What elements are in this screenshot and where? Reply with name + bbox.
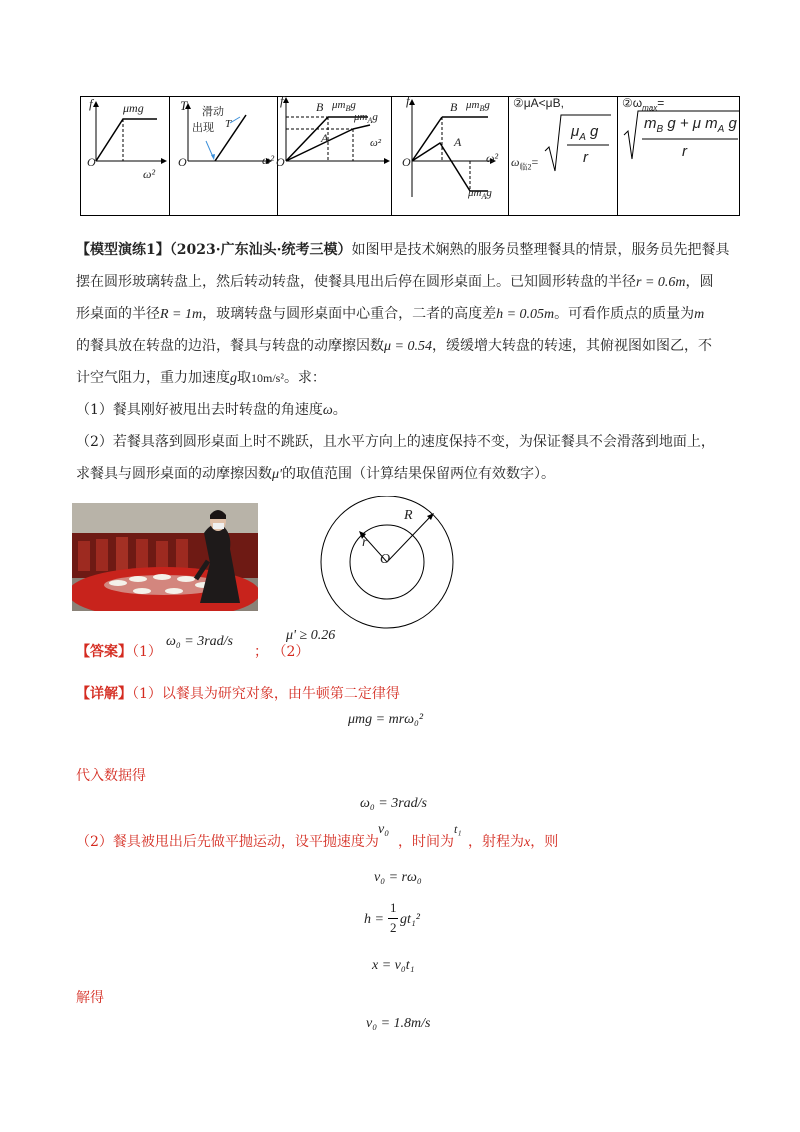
detail-step-3-mid: ，时间为 [398,834,454,850]
answer-1-value: ω₀ = 3rad/s [166,634,233,649]
problem-line-2: 摆在圆形玻璃转盘上，然后转动转盘，使餐具甩出后停在圆形桌面上。已知圆形转盘的半径r = 0.6m，圆 [76,274,714,290]
cell-max-omega [618,97,740,216]
axis-label-T: T [180,98,188,113]
problem-source: （2023·广东汕头·统考三模） [169,242,352,258]
omega-max-label: $②\omega_{max}=$ [622,96,665,113]
axis-label-omega2: ω² [486,151,499,165]
point-label-B: B [450,100,458,114]
sqrt-sign [543,113,613,173]
equation-range: x = v₀t₁ [372,958,415,973]
label-R: R [404,508,413,523]
axis-label-omega2: ω² [143,167,156,181]
detail-step-3-end: ，射程为x，则 [468,834,559,850]
equation-height: h = 1 2 gt₁² [364,900,420,935]
var-v0: v₀ [378,822,390,837]
cell-graph-opposite [392,93,509,216]
photo-illustration [72,503,258,611]
formula-denominator: r [682,143,687,160]
answer-line: 【答案】（1） [76,644,162,660]
label-T-curve: T [225,118,232,130]
var-t1: t₁ [454,822,462,836]
label-mu-mA-g: $\mu m_Ag$ [354,111,378,126]
detail-step-1: 【详解】（1）以餐具为研究对象，由牛顿第二定律得 [76,686,400,702]
label-slide: 滑动 [202,105,224,118]
cell-critical-omega [509,97,618,216]
problem-line-1: 【模型演练1】（2023·广东汕头·统考三模）如图甲是技术娴熟的服务员整理餐具的情景，服务员先把餐具 [76,242,730,258]
axis-label-omega2: ω² [262,153,275,167]
label-O: O [380,552,391,567]
point-label-B: B [316,100,324,114]
problem-tag: 【模型演练1】 [76,242,170,258]
question-1: （1）餐具刚好被甩出去时转盘的角速度ω。 [76,402,347,418]
answer-tag: 【答案】 [76,644,132,660]
answer-separator: ； （2） [254,644,310,660]
axis-label-f: f [89,96,93,111]
problem-line-5: 计空气阻力，重力加速度g取10m/s²。求： [76,370,326,386]
question-2-line-1: （2）若餐具落到圆形桌面上时不跳跃，且水平方向上的速度保持不变，为保证餐具不会滑落到地面上， [76,434,715,450]
point-label-A: A [454,135,462,149]
formula-denominator: r [583,149,588,166]
detail-step-4: 解得 [76,990,104,1006]
photo-waiter-turntable [72,503,258,611]
axis-label-omega2: ω² [370,137,382,149]
equation-newton: μmg = mrω₀² [348,712,424,727]
equation-omega0: ω₀ = 3rad/s [360,796,427,811]
equation-v0-result: v₀ = 1.8m/s [366,1016,431,1031]
cell-graph-friction [81,97,170,216]
condition-text: ②μA<μB, [513,96,564,110]
origin-label: O [178,155,187,169]
problem-line-4: 的餐具放在转盘的边沿，餐具与转盘的动摩擦因数μ = 0.54，缓缓增大转盘的转速，其俯视图如图乙，不 [76,338,712,354]
axis-label-f: f [406,93,410,108]
detail-step-3: （2）餐具被甩出后先做平抛运动，设平抛速度为 [76,834,379,850]
label-mumg: μmg [123,101,144,115]
label-mu-mA-g: $\mu m_Ag$ [468,187,492,202]
detail-tag: 【详解】 [76,686,132,702]
cell-graph-two-objects [276,93,392,216]
point-label-A: A [321,131,329,145]
label-r: r [362,535,368,550]
cell-graph-tension [170,97,278,216]
detail-step-2: 代入数据得 [76,768,146,784]
formula-numerator: $\mu_A$ g [571,123,599,143]
answer-2-value: μ' ≥ 0.26 [286,628,336,643]
omega-critical-label: $\omega_{临2}=$ [511,155,539,172]
label-appear: 出现 [192,121,214,134]
origin-label: O [276,155,285,169]
label-mu-mB-g: $\mu m_Bg$ [466,99,490,114]
origin-label: O [87,155,96,169]
label-mu-mB-g: $\mu m_Bg$ [332,99,356,114]
problem-line-3: 形桌面的半径R = 1m，玻璃转盘与圆形桌面中心重合，二者的高度差h = 0.05m。可看作质点的质量为m [76,306,705,322]
axis-label-f: f [280,93,284,108]
summary-table [80,93,740,216]
equation-v0-r-omega: v₀ = rω₀ [374,870,422,885]
origin-label: O [402,155,411,169]
formula-numerator: $m_B$ g + μ $m_A$ g [644,115,737,135]
question-2-line-2: 求餐具与圆形桌面的动摩擦因数μ'的取值范围（计算结果保留两位有效数字）。 [76,466,556,482]
